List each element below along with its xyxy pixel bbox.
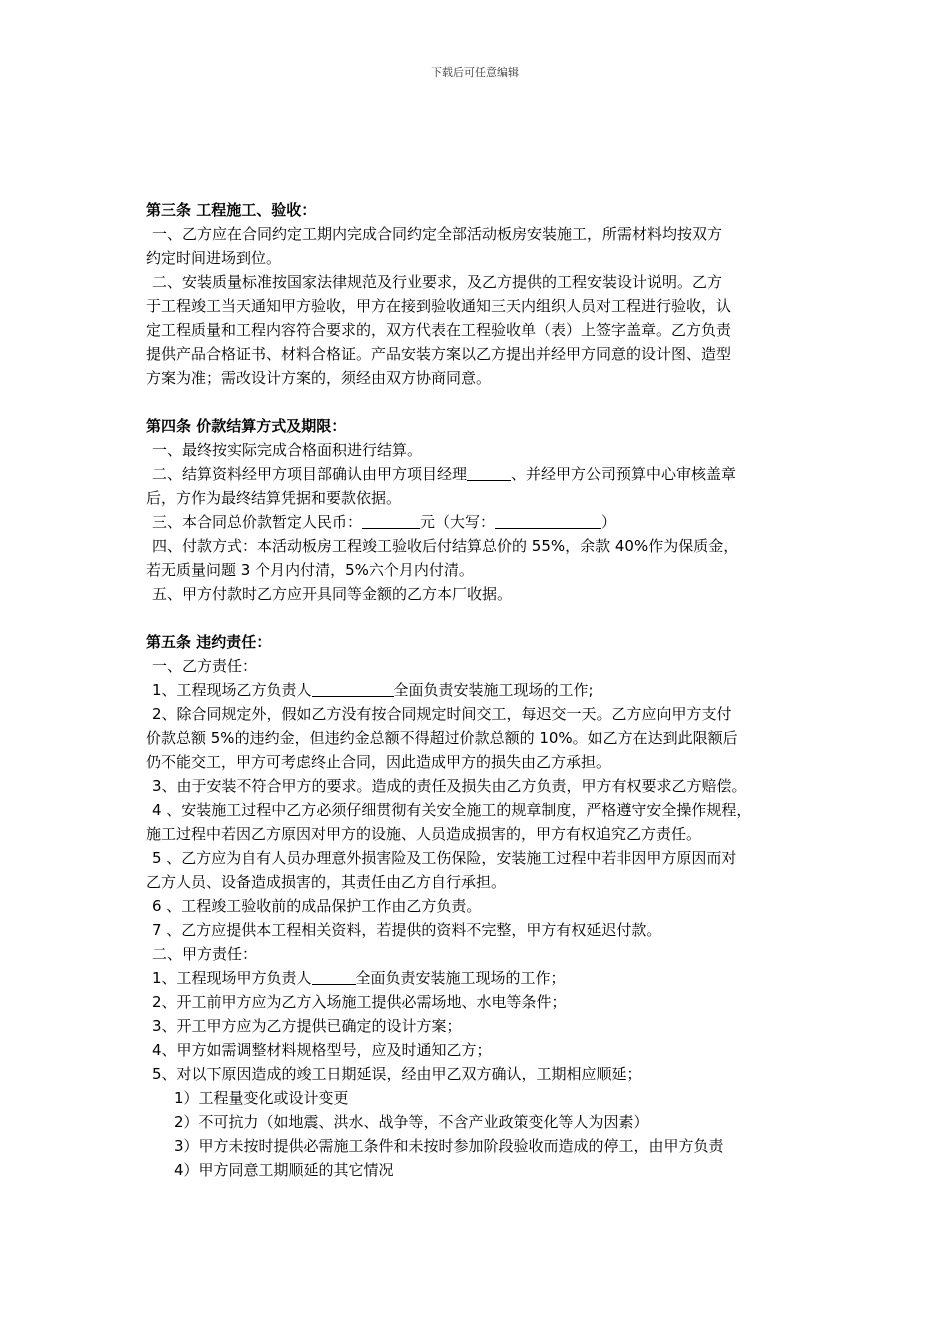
paragraph-line: 乙方人员、设备造成损害的，其责任由乙方自行承担。 [146, 873, 507, 891]
paragraph-line: 一、乙方应在合同约定工期内完成合同约定全部活动板房安装施工，所需材料均按双方 [152, 225, 723, 243]
paragraph-line: 4、甲方如需调整材料规格型号，应及时通知乙方； [152, 1041, 492, 1059]
paragraph-line: 方案为准；需改设计方案的，须经由双方协商同意。 [146, 369, 492, 387]
paragraph-line: 3、开工甲方应为乙方提供已确定的设计方案； [152, 1017, 462, 1035]
text-segment: ） [601, 513, 617, 531]
paragraph-line: 6 、工程竣工验收前的成品保护工作由乙方负责。 [152, 897, 482, 915]
paragraph-line: 约定时间进场到位。 [146, 249, 282, 267]
text-segment: 二、结算资料经甲方项目部确认由甲方项目经理 [152, 465, 468, 483]
sub-item-line: 3）甲方未按时提供必需施工条件和未按时参加阶段验收而造成的停工，由甲方负责 [174, 1137, 724, 1155]
paragraph-line: 施工过程中若因乙方原因对甲方的设施、人员造成损害的，甲方有权追究乙方责任。 [146, 825, 702, 843]
text-segment: 全面负责安装施工现场的工作; [393, 681, 594, 699]
paragraph-line: 7 、乙方应提供本工程相关资料，若提供的资料不完整，甲方有权延迟付款。 [152, 921, 662, 939]
party-a-title: 二、甲方责任： [152, 945, 258, 963]
party-b-title: 一、乙方责任： [152, 657, 258, 675]
paragraph-line: 提供产品合格证书、材料合格证。产品安装方案以乙方提出并经甲方同意的设计图、造型 [146, 345, 732, 363]
paragraph-line: 仍不能交工，甲方可考虑终止合同，因此造成甲方的损失由乙方承担。 [146, 753, 612, 771]
paragraph-line: 2、除合同规定外，假如乙方没有按合同规定时间交工，每迟交一天。乙方应向甲方支付 [152, 705, 732, 723]
blank-field-amount[interactable] [362, 512, 420, 529]
paragraph-line [146, 462, 826, 486]
blank-field-project-manager[interactable] [467, 464, 511, 481]
blank-field-amount-words[interactable] [495, 512, 601, 529]
sub-item-line: 1）工程量变化或设计变更 [174, 1089, 349, 1107]
paragraph-line: 2、开工前甲方应为乙方入场施工提供必需场地、水电等条件； [152, 993, 567, 1011]
text-segment: 元（大写： [420, 513, 496, 531]
article-5-title: 第五条 违约责任： [146, 633, 272, 651]
article-4-title: 第四条 价款结算方式及期限： [146, 417, 347, 435]
paragraph-line: 一、最终按实际完成合格面积进行结算。 [152, 441, 423, 459]
blank-field-party-b-manager[interactable] [312, 680, 394, 697]
paragraph-line: 5、对以下原因造成的竣工日期延误，经由甲乙双方确认，工期相应顺延； [152, 1065, 642, 1083]
paragraph-line: 四、付款方式：本活动板房工程竣工验收后付结算总价的 55%，余款 40%作为保质金， [152, 537, 739, 555]
article-3-title: 第三条 工程施工、验收： [146, 201, 317, 219]
sub-item-line: 4）甲方同意工期顺延的其它情况 [174, 1161, 394, 1179]
sub-item-line: 2）不可抗力（如地震、洪水、战争等，不含产业政策变化等人为因素） [174, 1113, 649, 1131]
paragraph-line: 后，方作为最终结算凭据和要款依据。 [146, 489, 402, 507]
paragraph-line: 价款总额 5%的违约金，但违约金总额不得超过价款总额的 10%。如乙方在达到此限额后 [146, 729, 738, 747]
text-segment: 1、工程现场乙方负责人 [152, 681, 312, 699]
text-segment: 、并经甲方公司预算中心审核盖章 [511, 465, 737, 483]
paragraph-line: 5 、乙方应为自有人员办理意外损害险及工伤保险，安装施工过程中若非因甲方原因而对 [152, 849, 737, 867]
page-header: 下载后可任意编辑 [431, 66, 519, 79]
text-segment: 全面负责安装施工现场的工作； [355, 969, 566, 987]
paragraph-line [146, 510, 826, 534]
paragraph-line: 若无质量问题 3 个月内付清，5%六个月内付清。 [146, 561, 474, 579]
document-body [146, 198, 826, 1182]
paragraph-line: 于工程竣工当天通知甲方验收，甲方在接到验收通知三天内组织人员对工程进行验收，认 [146, 297, 732, 315]
paragraph-line: 五、甲方付款时乙方应开具同等金额的乙方本厂收据。 [152, 585, 513, 603]
paragraph-line: 3、由于安装不符合甲方的要求。造成的责任及损失由乙方负责，甲方有权要求乙方赔偿。 [152, 777, 747, 795]
paragraph-line [146, 678, 826, 702]
paragraph-line: 定工程质量和工程内容符合要求的，双方代表在工程验收单（表）上签字盖章。乙方负责 [146, 321, 732, 339]
paragraph-line: 4 、安装施工过程中乙方必须仔细贯彻有关安全施工的规章制度，严格遵守安全操作规程， [152, 801, 752, 819]
paragraph-line: 二、安装质量标准按国家法律规范及行业要求，及乙方提供的工程安装设计说明。乙方 [152, 273, 723, 291]
paragraph-line [146, 966, 826, 990]
text-segment: 1、工程现场甲方负责人 [152, 969, 312, 987]
blank-field-party-a-manager[interactable] [312, 968, 356, 985]
text-segment: 三、本合同总价款暂定人民币： [152, 513, 363, 531]
